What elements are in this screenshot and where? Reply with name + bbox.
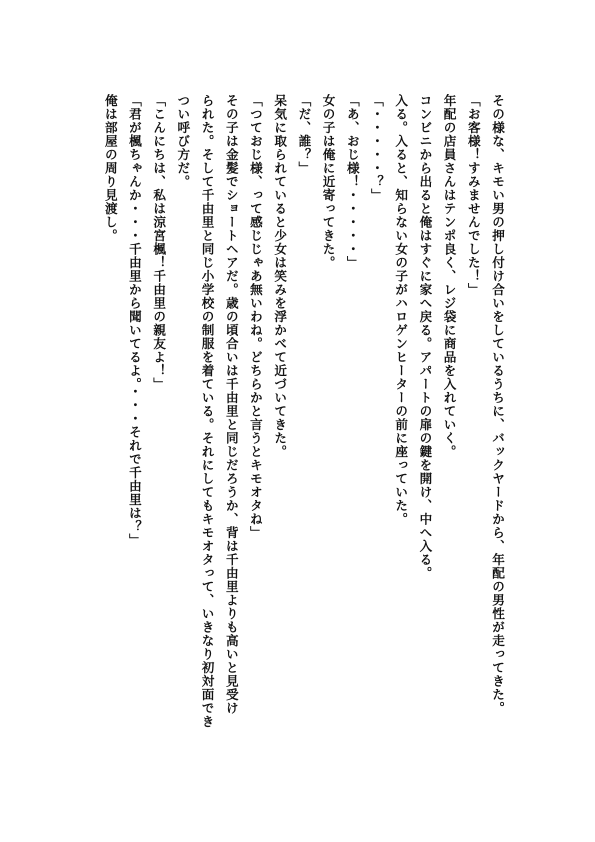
text-line: 年配の店員さんはテンポ良く、レジ袋に商品を入れていく。	[441, 94, 457, 459]
text-line: 「あ、おじ様！・・・・・」	[344, 94, 360, 270]
text-line: 女の子は俺に近寄ってきた。	[320, 94, 336, 270]
text-line: 呆気に取られていると少女は笑みを浮かべて近づいてきた。	[272, 94, 288, 459]
text-line: られた。そして千由里と同じ小学校の制服を着ている。それにしてもキモオタって、いきなり初対面でき	[199, 94, 215, 729]
text-line: 「君が楓ちゃんか・・・千由里から聞いてるよ。・・・それで千由里は？」	[126, 94, 142, 547]
text-line: 「お客様！すみませんでした！」	[465, 94, 481, 297]
text-line: 「こんにちは、私は涼宮楓！千由里の親友よ！」	[151, 94, 167, 391]
text-line: その様な、キモい男の押し付け合いをしているうちに、バックヤードから、年配の男性が走ってきた。	[490, 94, 505, 715]
text-line: 俺は部屋の周り見渡し。	[102, 94, 118, 243]
text-line: 「だ、誰？」	[296, 94, 312, 175]
text-line: その子は金髪でショートヘアだ。歳の頃合いは千由里と同じだろうか、背は千由里よりも高いと見受け	[223, 94, 239, 715]
vertical-text-body	[98, 94, 509, 764]
text-line: つい呼び方だ。	[175, 94, 191, 189]
text-line: 「つておじ様、って感じじゃあ無いわね。どちらかと言うとキモオタね」	[247, 94, 263, 540]
text-line: コンビニから出ると俺はすぐに家へ戻る。アパートの扉の鍵を開け、中へ入る。	[417, 94, 433, 580]
text-line: 「・・・・・？」	[368, 94, 384, 202]
text-line: 入る。入ると、知らない女の子がハロゲンヒーターの前に座っていた。	[393, 94, 409, 526]
